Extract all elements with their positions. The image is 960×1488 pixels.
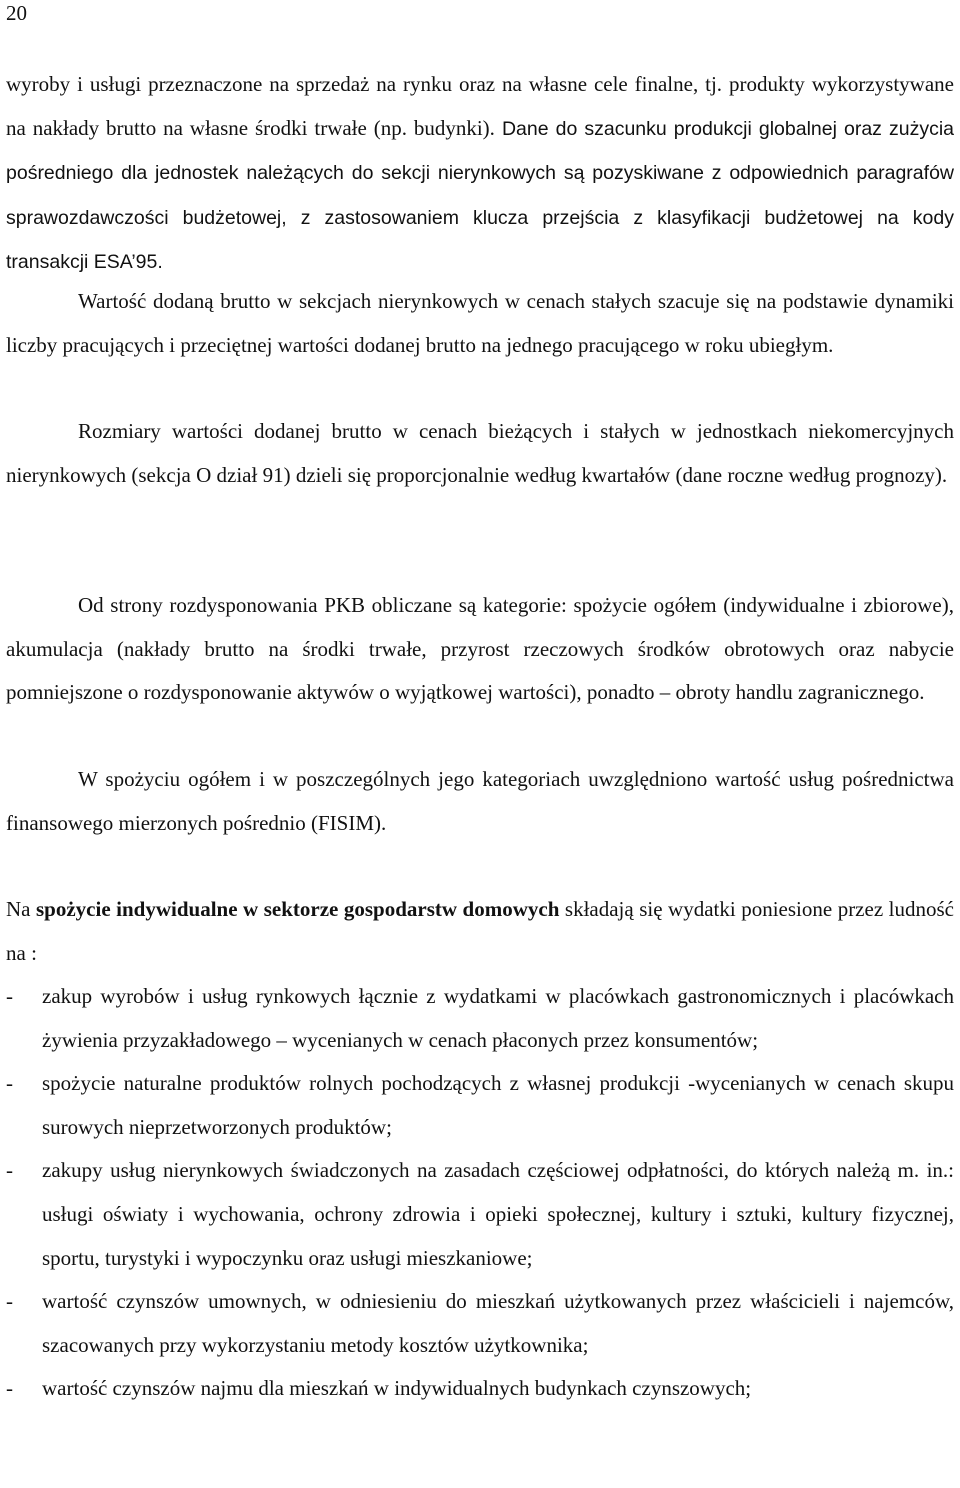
- paragraph-text-serif: wyroby i usługi przeznaczone na sprzedaż na rynku oraz na własne cele finalne, tj. produkty wykorzystywane na nakłady brutto na własne środki trwałe (np. budynki).: [6, 72, 954, 140]
- list-item-text: wartość czynszów najmu dla mieszkań w indywidualnych budynkach czynszowych;: [42, 1376, 752, 1401]
- list-item: [6, 1280, 954, 1367]
- paragraph-text: W spożyciu ogółem i w poszczególnych jego kategoriach uwzględniono wartość usług pośrednictwa finansowego mierzonych pośrednio (FISIM).: [6, 767, 954, 835]
- paragraph-text-bold: spożycie indywidualne w sektorze gospodarstw domowych: [36, 897, 560, 921]
- list-dash: -: [6, 1376, 13, 1401]
- list-item: [6, 975, 954, 1062]
- list-item: [6, 1062, 954, 1149]
- paragraph-gross-value-added: [6, 280, 954, 367]
- page-number: 20: [6, 1, 27, 25]
- paragraph-text: Rozmiary wartości dodanej brutto w cenach bieżących i stałych w jednostkach niekomercyjnych nierynkowych (sekcja O dział 91) dzieli się proporcjonalnie według kwartałów (dane roczne według prognozy).: [6, 419, 954, 487]
- paragraph-non-commercial-units: [6, 410, 954, 497]
- paragraph-text-sans: Dane do szacunku produkcji globalnej oraz zużycia pośredniego dla jednostek należących do sekcji nierynkowych są pozyskiwane z odpowiednich paragrafów sprawozdawczości budżetowej, z zastosowaniem klucza przejścia z klasyfikacji budżetowej na kody transakcji ESA’95.: [6, 117, 954, 274]
- list-dash: -: [6, 1158, 13, 1183]
- paragraph-household-consumption: [6, 888, 954, 975]
- list-item-text: zakup wyrobów i usług rynkowych łącznie z wydatkami w placówkach gastronomicznych i placówkach żywienia przyzakładowego – wycenianych w cenach płaconych przez konsumentów;: [42, 984, 954, 1052]
- list-dash: -: [6, 984, 13, 1008]
- paragraph-text-tail: składają się wydatki poniesione przez ludność na :: [6, 897, 954, 965]
- paragraph-text-lead: Na: [6, 897, 36, 921]
- paragraph-text: Wartość dodaną brutto w sekcjach nierynkowych w cenach stałych szacuje się na podstawie dynamiki liczby pracujących i przeciętnej wartości dodanej brutto na jednego pracującego w roku ubiegłym.: [6, 289, 954, 357]
- paragraph-production-sources: [6, 63, 954, 285]
- list-item-text: zakupy usług nierynkowych świadczonych na zasadach częściowej odpłatności, do których należą m. in.: usługi oświaty i wychowania, ochrony zdrowia i opieki społecznej, kultury i sztuki, kultury fizycznej, sportu, turystyki i wypoczynku oraz usługi mieszkaniowe;: [42, 1158, 954, 1270]
- list-item-text: spożycie naturalne produktów rolnych pochodzących z własnej produkcji -wycenianych w cenach skupu surowych nieprzetworzonych produktów;: [42, 1071, 954, 1139]
- paragraph-fisim: [6, 758, 954, 845]
- list-dash: -: [6, 1289, 13, 1314]
- list-dash: -: [6, 1071, 13, 1096]
- list-item: [6, 1367, 954, 1411]
- list-item: [6, 1149, 954, 1280]
- list-item-text: wartość czynszów umownych, w odniesieniu do mieszkań użytkowanych przez właścicieli i najemców, szacowanych przy wykorzystaniu metody kosztów użytkownika;: [42, 1289, 954, 1357]
- expenditure-list: [6, 975, 954, 1411]
- paragraph-gdp-distribution: [6, 584, 954, 715]
- paragraph-text: Od strony rozdysponowania PKB obliczane są kategorie: spożycie ogółem (indywidualne i zbiorowe), akumulacja (nakłady brutto na środki trwałe, przyrost rzeczowych środków obrotowych oraz nabycie pomniejszone o rozdysponowanie aktywów o wyjątkowej wartości), ponadto – obroty handlu zagranicznego.: [6, 593, 954, 705]
